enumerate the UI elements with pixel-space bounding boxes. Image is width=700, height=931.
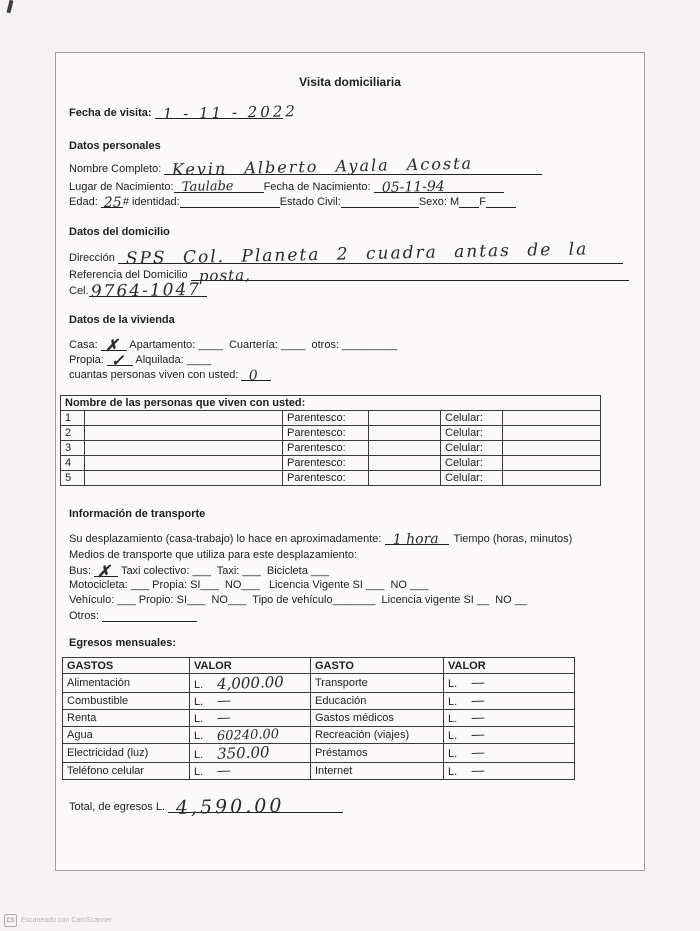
motocicleta-line: Motocicleta: ___ Propia: SI___ NO___ Licencia Vigente SI ___ NO ___ bbox=[69, 579, 429, 591]
bus-check-mark: ✗ bbox=[96, 561, 111, 581]
section-heading-egresos: Egresos mensuales: bbox=[69, 637, 176, 649]
currency-label: L. bbox=[194, 696, 204, 708]
sexo-f-label: F bbox=[479, 196, 486, 208]
table-row bbox=[63, 727, 575, 744]
gasto-label: Teléfono celular bbox=[63, 763, 190, 780]
person-name-cell bbox=[85, 471, 283, 486]
gasto-label: Electricidad (luz) bbox=[63, 744, 190, 763]
valor-handwritten: 60240.00 bbox=[216, 726, 280, 744]
form-sheet bbox=[55, 52, 645, 871]
direccion-handwritten-value: SPS Col. Planeta 2 cuadra antas de la bbox=[125, 239, 589, 269]
person-number: 5 bbox=[61, 471, 85, 486]
currency-label: L. bbox=[448, 678, 458, 690]
valor-handwritten: — bbox=[470, 692, 486, 710]
parentesco-label: Parentesco: bbox=[283, 411, 369, 426]
person-name-cell bbox=[85, 441, 283, 456]
estado-civil-label: Estado Civil: bbox=[279, 196, 341, 208]
table-row bbox=[63, 763, 575, 780]
medios-line: Medios de transporte que utiliza para este desplazamiento: bbox=[69, 549, 358, 561]
celular-cell bbox=[503, 441, 601, 456]
propia-line bbox=[69, 350, 212, 370]
currency-label: L. bbox=[448, 713, 458, 725]
casa-rest-label: Apartamento: ____ Cuartería: ____ otros: _________ bbox=[129, 339, 398, 351]
nombre-handwritten-value: Kevin Alberto Ayala Acosta bbox=[172, 153, 474, 179]
casa-check-mark: ✗ bbox=[104, 335, 119, 355]
desplazamiento-label: Su desplazamiento (casa-trabajo) lo hace en aproximadamente: bbox=[69, 533, 382, 545]
propia-rest-label: Alquilada: ____ bbox=[135, 354, 212, 366]
valor-handwritten: — bbox=[470, 674, 486, 692]
gasto-label: Recreación (viajes) bbox=[311, 727, 444, 744]
gasto-label: Agua bbox=[63, 727, 190, 744]
parentesco-label: Parentesco: bbox=[283, 471, 369, 486]
person-number: 4 bbox=[61, 456, 85, 471]
propia-label: Propia: bbox=[69, 354, 104, 366]
valor-cell bbox=[444, 693, 575, 710]
valor-cell bbox=[444, 710, 575, 727]
personas-viven-handwritten-value: 0 bbox=[249, 367, 259, 384]
valor-handwritten: — bbox=[470, 726, 486, 744]
currency-label: L. bbox=[194, 679, 204, 691]
gasto-label: Transporte bbox=[311, 674, 444, 693]
identidad-label: # identidad: bbox=[122, 196, 180, 208]
direccion-label: Dirección bbox=[69, 252, 115, 264]
valor-cell bbox=[190, 674, 311, 693]
celular-line bbox=[69, 279, 207, 302]
person-name-cell bbox=[85, 426, 283, 441]
edad-label: Edad: bbox=[69, 196, 98, 208]
valor-cell bbox=[190, 763, 311, 780]
currency-label: L. bbox=[194, 749, 204, 761]
celular-label: Cel. bbox=[69, 285, 89, 297]
header-valor: VALOR bbox=[190, 658, 311, 674]
person-number: 3 bbox=[61, 441, 85, 456]
valor-handwritten: — bbox=[470, 709, 486, 727]
direccion-line bbox=[69, 239, 623, 269]
currency-label: L. bbox=[448, 748, 458, 760]
desplazamiento-handwritten-value: 1 hora bbox=[392, 531, 439, 548]
person-name-cell bbox=[85, 411, 283, 426]
nombre-blank bbox=[164, 153, 542, 179]
celular-blank bbox=[89, 279, 207, 302]
casa-line bbox=[69, 335, 398, 355]
celular-label: Celular: bbox=[441, 456, 503, 471]
scan-edge-artifact bbox=[6, 0, 13, 13]
fecha-visita-handwritten-value: 1 - 11 - 2022 bbox=[162, 102, 298, 123]
valor-handwritten: — bbox=[216, 762, 232, 780]
valor-cell bbox=[190, 693, 311, 710]
camscanner-watermark bbox=[4, 914, 112, 927]
bus-line bbox=[69, 561, 330, 581]
parentesco-cell bbox=[369, 411, 441, 426]
propia-blank bbox=[107, 350, 133, 370]
propia-check-mark: ✓ bbox=[110, 350, 125, 370]
sexo-m-label: Sexo: M bbox=[418, 196, 460, 208]
vehiculo-line: Vehículo: ___ Propio: SI___ NO___ Tipo de vehículo_______ Licencia vigente SI __ NO __ bbox=[69, 594, 528, 606]
celular-label: Celular: bbox=[441, 471, 503, 486]
currency-label: L. bbox=[448, 730, 458, 742]
gasto-label: Préstamos bbox=[311, 744, 444, 763]
valor-handwritten: — bbox=[470, 744, 486, 762]
referencia-label: Referencia del Domicilio bbox=[69, 269, 188, 281]
currency-label: L. bbox=[194, 766, 204, 778]
parentesco-label: Parentesco: bbox=[283, 426, 369, 441]
bus-blank bbox=[94, 561, 118, 581]
fecha-nacimiento-label: Fecha de Nacimiento: bbox=[263, 181, 371, 193]
person-name-cell bbox=[85, 456, 283, 471]
valor-handwritten: — bbox=[216, 709, 232, 727]
celular-handwritten-value: 9764-1047 bbox=[90, 279, 201, 302]
gasto-label: Alimentación bbox=[63, 674, 190, 693]
camscanner-icon: CS bbox=[4, 914, 17, 927]
personas-viven-line bbox=[69, 367, 271, 382]
referencia-blank bbox=[191, 265, 629, 285]
personas-viven-label: cuantas personas viven con usted: bbox=[69, 369, 239, 381]
section-heading-datos-domicilio: Datos del domicilio bbox=[69, 226, 170, 238]
celular-cell bbox=[503, 471, 601, 486]
total-line bbox=[69, 794, 343, 819]
lugar-nacimiento-blank bbox=[174, 179, 264, 193]
currency-label: L. bbox=[448, 766, 458, 778]
section-heading-datos-personales: Datos personales bbox=[69, 140, 161, 152]
camscanner-watermark-text: Escaneado con CamScanner bbox=[21, 917, 113, 924]
total-blank bbox=[168, 794, 343, 819]
fecha-nacimiento-blank bbox=[374, 178, 504, 196]
edad-handwritten-value: 25 bbox=[103, 194, 122, 211]
fecha-visita-blank bbox=[155, 102, 298, 123]
gasto-label: Educación bbox=[311, 693, 444, 710]
header-valor-2: VALOR bbox=[444, 658, 575, 674]
valor-cell bbox=[444, 674, 575, 693]
valor-handwritten: 4,000.00 bbox=[216, 672, 285, 694]
table-header-row bbox=[63, 658, 575, 674]
valor-cell bbox=[444, 763, 575, 780]
table-row bbox=[61, 411, 601, 426]
otros-blank bbox=[102, 608, 197, 622]
gasto-label: Renta bbox=[63, 710, 190, 727]
valor-cell bbox=[190, 744, 311, 763]
parentesco-cell bbox=[369, 471, 441, 486]
currency-label: L. bbox=[194, 713, 204, 725]
valor-handwritten: — bbox=[216, 692, 232, 710]
person-number: 2 bbox=[61, 426, 85, 441]
table-row bbox=[61, 426, 601, 441]
table-row bbox=[63, 710, 575, 727]
table-row bbox=[63, 674, 575, 693]
celular-cell bbox=[503, 411, 601, 426]
otros-line bbox=[69, 608, 197, 623]
valor-cell bbox=[190, 727, 311, 744]
total-handwritten-value: 4,590.00 bbox=[175, 794, 285, 819]
casa-label: Casa: bbox=[69, 339, 98, 351]
casa-blank bbox=[101, 335, 127, 355]
egresos-table bbox=[62, 657, 575, 780]
section-heading-transporte: Información de transporte bbox=[69, 508, 206, 520]
edad-blank bbox=[101, 194, 123, 211]
table-row bbox=[61, 441, 601, 456]
desplazamiento-line bbox=[69, 531, 572, 546]
currency-label: L. bbox=[194, 729, 204, 742]
currency-label: L. bbox=[448, 696, 458, 708]
nombre-line bbox=[69, 153, 542, 179]
table-row bbox=[63, 693, 575, 710]
section-heading-datos-vivienda: Datos de la vivienda bbox=[69, 314, 175, 326]
fecha-visita-label: Fecha de visita: bbox=[69, 107, 152, 119]
table-row bbox=[61, 456, 601, 471]
personas-table bbox=[60, 395, 601, 486]
celular-label: Celular: bbox=[441, 411, 503, 426]
celular-cell bbox=[503, 456, 601, 471]
parentesco-cell bbox=[369, 456, 441, 471]
valor-cell bbox=[444, 744, 575, 763]
person-number: 1 bbox=[61, 411, 85, 426]
sexo-f-blank bbox=[486, 194, 516, 208]
table-row bbox=[61, 471, 601, 486]
personas-viven-blank bbox=[241, 367, 271, 384]
valor-cell bbox=[190, 710, 311, 727]
header-gastos: GASTOS bbox=[63, 658, 190, 674]
desplazamiento-blank bbox=[385, 531, 449, 548]
estado-civil-blank bbox=[341, 194, 419, 208]
bus-rest-label: Taxi colectivo: ___ Taxi: ___ Bicicleta ___ bbox=[120, 565, 330, 577]
celular-cell bbox=[503, 426, 601, 441]
celular-label: Celular: bbox=[441, 426, 503, 441]
gasto-label: Gastos médicos bbox=[311, 710, 444, 727]
header-gasto: GASTO bbox=[311, 658, 444, 674]
identidad-blank bbox=[180, 194, 280, 208]
otros-label: Otros: bbox=[69, 610, 99, 622]
celular-label: Celular: bbox=[441, 441, 503, 456]
sexo-m-blank bbox=[459, 194, 479, 208]
parentesco-cell bbox=[369, 426, 441, 441]
fecha-visita-line bbox=[69, 102, 298, 123]
lugar-nacimiento-handwritten-value: Taulabe bbox=[181, 178, 234, 195]
parentesco-label: Parentesco: bbox=[283, 456, 369, 471]
direccion-blank bbox=[118, 239, 623, 269]
edad-line bbox=[69, 194, 516, 209]
nacimiento-line bbox=[69, 179, 504, 194]
valor-handwritten: 350.00 bbox=[216, 743, 270, 763]
page-title: Visita domiciliaria bbox=[299, 75, 401, 89]
valor-handwritten: — bbox=[470, 762, 486, 780]
parentesco-cell bbox=[369, 441, 441, 456]
total-label: Total, de egresos L. bbox=[69, 801, 166, 813]
referencia-handwritten-value: posta, bbox=[198, 265, 251, 285]
nombre-label: Nombre Completo: bbox=[69, 163, 162, 175]
gasto-label: Combustible bbox=[63, 693, 190, 710]
parentesco-label: Parentesco: bbox=[283, 441, 369, 456]
valor-cell bbox=[444, 727, 575, 744]
desplazamiento-suffix: Tiempo (horas, minutos) bbox=[453, 533, 573, 545]
lugar-nacimiento-label: Lugar de Nacimiento: bbox=[69, 181, 174, 193]
personas-table-heading: Nombre de las personas que viven con usted: bbox=[61, 396, 601, 411]
table-row bbox=[63, 744, 575, 763]
gasto-label: Internet bbox=[311, 763, 444, 780]
bus-label: Bus: bbox=[69, 565, 92, 577]
fecha-nacimiento-handwritten-value: 05-11-94 bbox=[381, 178, 445, 196]
